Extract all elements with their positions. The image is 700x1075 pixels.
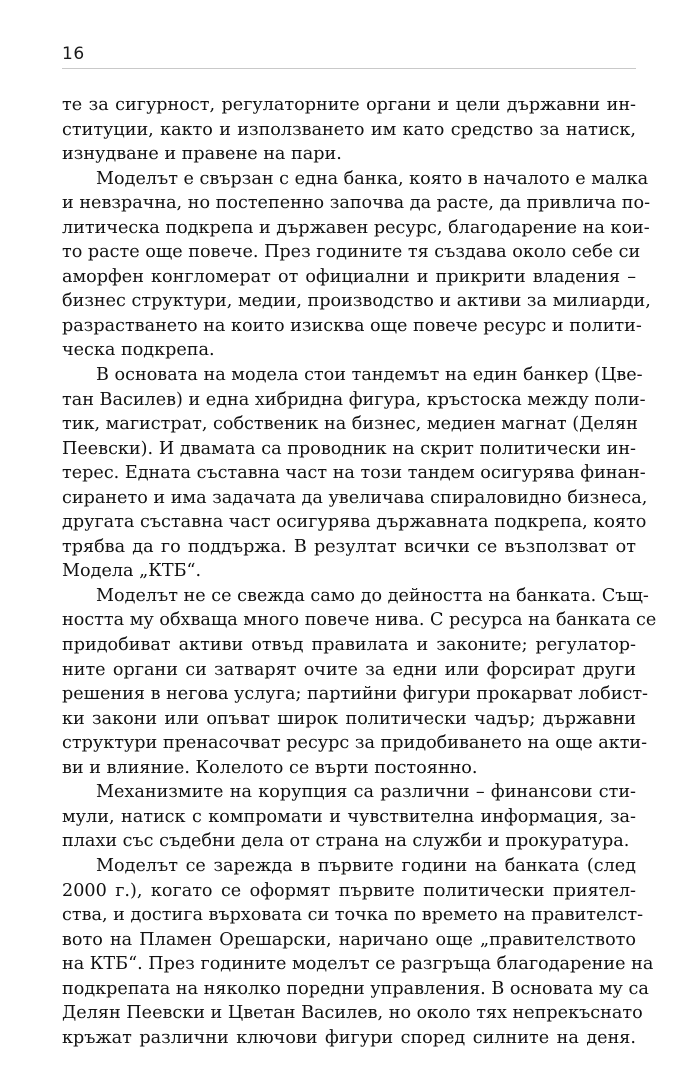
text-line: ните органи си затварят очите за едни или форсират други — [62, 659, 636, 680]
text-line: Механизмите на корупция са различни – финансови сти- — [96, 782, 636, 803]
text-line: кръжат различни ключови фигури според силните на деня. — [62, 1027, 636, 1048]
text-line: ства, и достига върховата си точка по времето на правителст- — [62, 905, 644, 926]
text-line: тан Василев) и една хибридна фигура, кръстоска между поли- — [62, 389, 646, 410]
text-line: Моделът е свързан с една банка, която в началото е малка — [96, 168, 649, 189]
text-line: ческа подкрепа. — [62, 340, 215, 361]
text-line: терес. Едната съставна част на този тандем осигурява финан- — [62, 463, 646, 484]
text-line: то расте още повече. През годините тя създава около себе си — [62, 242, 641, 263]
body-text — [62, 93, 657, 1050]
text-line: структури пренасочват ресурс за придобиването на още акти- — [62, 733, 648, 754]
text-line: подкрепата на няколко поредни управления. В основата му са — [62, 978, 649, 999]
text-line: Моделът не се свежда само до дейността на банката. Същ- — [96, 585, 649, 606]
text-line: изнудване и правене на пари. — [62, 144, 342, 165]
text-line: ституции, както и използването им като средство за натиск, — [62, 119, 636, 140]
text-line: другата съставна част осигурява държавната подкрепа, която — [62, 512, 647, 533]
text-line: сирането и има задачата да увеличава спираловидно бизнеса, — [62, 487, 648, 508]
text-line: Делян Пеевски и Цветан Василев, но около тях непрекъснато — [62, 1003, 643, 1024]
text-line: ки закони или опъват широк политически чадър; държавни — [62, 708, 636, 729]
text-line: В основата на модела стои тандемът на един банкер (Цве- — [96, 365, 643, 386]
text-line: Модела „КТБ“. — [62, 561, 202, 582]
header-divider — [62, 68, 636, 69]
text-line: литическа подкрепа и държавен ресурс, благодарение на кои- — [62, 217, 650, 238]
text-line: ви и влияние. Колелото се върти постоянно. — [62, 757, 478, 778]
text-line: вото на Пламен Орешарски, наричано още „правителството — [62, 929, 636, 950]
page-number: 16 — [62, 44, 85, 64]
text-line: решения в негова услуга; партийни фигури прокарват лобист- — [62, 684, 649, 705]
text-line: мули, натиск с компромати и чувствителна информация, за- — [62, 806, 636, 827]
text-line: ността му обхваща много повече нива. С ресурса на банката се — [62, 610, 657, 631]
text-line: разрастването на които изисква още повече ресурс и полити- — [62, 315, 642, 336]
text-line: тик, магистрат, собственик на бизнес, медиен магнат (Делян — [62, 414, 638, 435]
text-line: бизнес структури, медии, производство и активи за милиарди, — [62, 291, 651, 312]
text-line: и невзрачна, но постепенно започва да расте, да привлича по- — [62, 193, 651, 214]
text-line: Пеевски). И двамата са проводник на скрит политически ин- — [62, 438, 636, 459]
text-line: те за сигурност, регулаторните органи и цели държавни ин- — [62, 95, 636, 115]
text-line: плахи със съдебни дела от страна на служби и прокуратура. — [62, 831, 630, 852]
text-line: на КТБ“. През годините моделът се разгръща благодарение на — [62, 954, 654, 975]
text-line: аморфен конгломерат от официални и прикрити владения – — [62, 266, 636, 287]
text-line: придобиват активи отвъд правилата и законите; регулатор- — [62, 635, 636, 656]
text-line: Моделът се зарежда в първите години на банката (след — [96, 855, 636, 876]
text-line: трябва да го поддържа. В резултат всички се възползват от — [62, 536, 636, 557]
text-line: 2000 г.), когато се оформят първите политически приятел- — [62, 880, 636, 901]
